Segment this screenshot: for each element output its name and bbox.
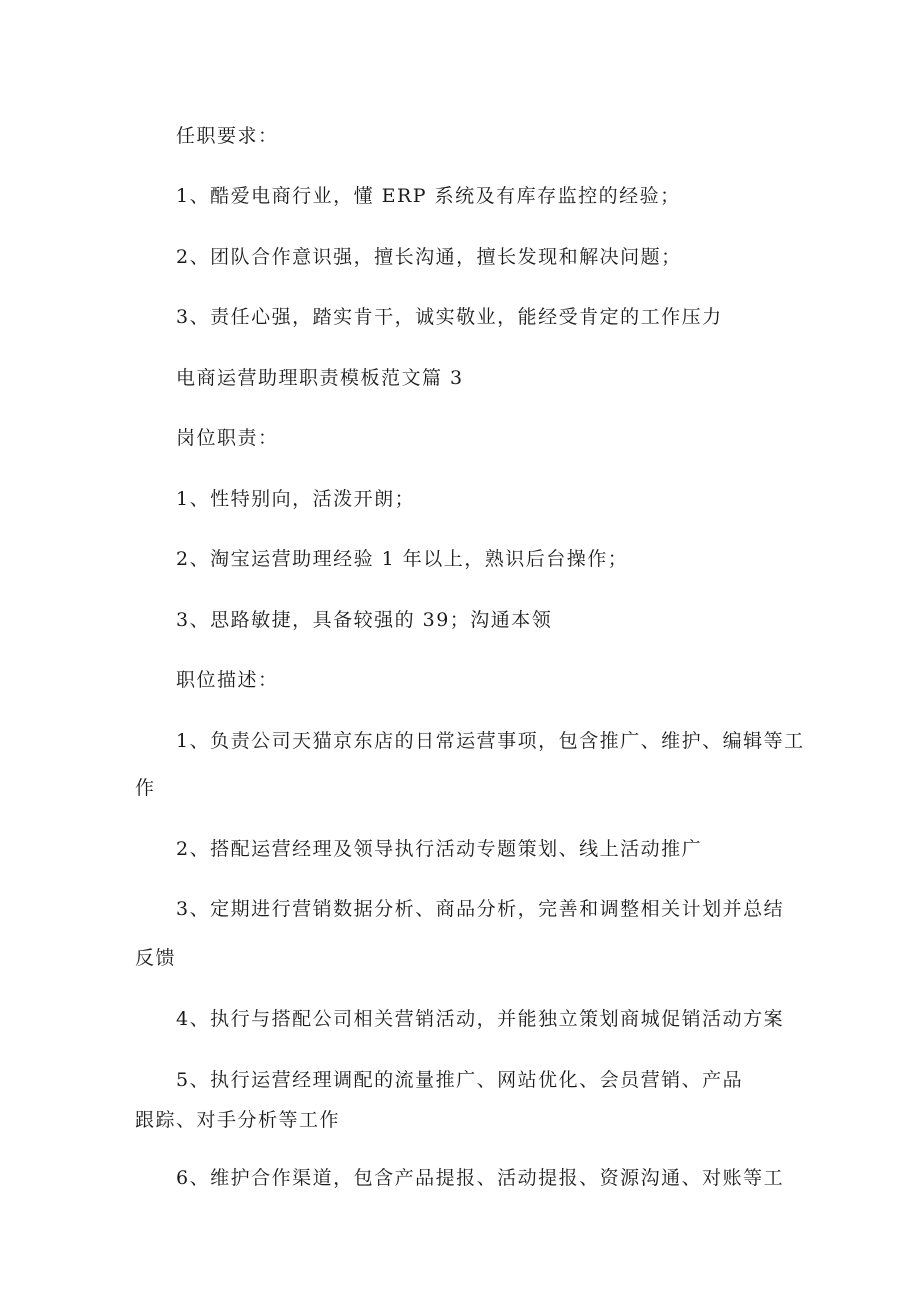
description-item-5-continued: 跟踪、对手分析等工作 — [135, 1109, 341, 1131]
description-item-1-continued: 作 — [135, 777, 156, 799]
duty-item-2: 2、淘宝运营助理经验 1 年以上，熟识后台操作； — [176, 548, 629, 570]
description-item-2: 2、搭配运营经理及领导执行活动专题策划、线上活动推广 — [176, 838, 703, 860]
duty-item-3: 3、思路敏捷，具备较强的 39；沟通本领 — [176, 609, 553, 631]
description-item-3-continued: 反馈 — [135, 947, 177, 969]
description-item-3: 3、定期进行营销数据分析、商品分析，完善和调整相关计划并总结 — [176, 898, 785, 920]
duties-heading: 岗位职责： — [176, 427, 279, 449]
article-title: 电商运营助理职责模板范文篇 3 — [176, 367, 464, 389]
requirements-heading: 任职要求： — [176, 125, 279, 147]
description-item-5: 5、执行运营经理调配的流量推广、网站优化、会员营销、产品 — [176, 1069, 744, 1091]
requirement-item-3: 3、责任心强，踏实肯干，诚实敬业，能经受肯定的工作压力 — [176, 306, 723, 328]
description-heading: 职位描述： — [176, 669, 279, 691]
requirement-item-2: 2、团队合作意识强，擅长沟通，擅长发现和解决问题； — [176, 246, 682, 268]
description-item-4: 4、执行与搭配公司相关营销活动，并能独立策划商城促销活动方案 — [176, 1008, 785, 1030]
duty-item-1: 1、性特别向，活泼开朗； — [176, 488, 416, 510]
description-item-1: 1、负责公司天猫京东店的日常运营事项，包含推广、维护、编辑等工 — [176, 730, 805, 752]
requirement-item-1: 1、酷爱电商行业，懂 ERP 系统及有库存监控的经验； — [176, 185, 681, 207]
description-item-6: 6、维护合作渠道，包含产品提报、活动提报、资源沟通、对账等工 — [176, 1167, 785, 1189]
